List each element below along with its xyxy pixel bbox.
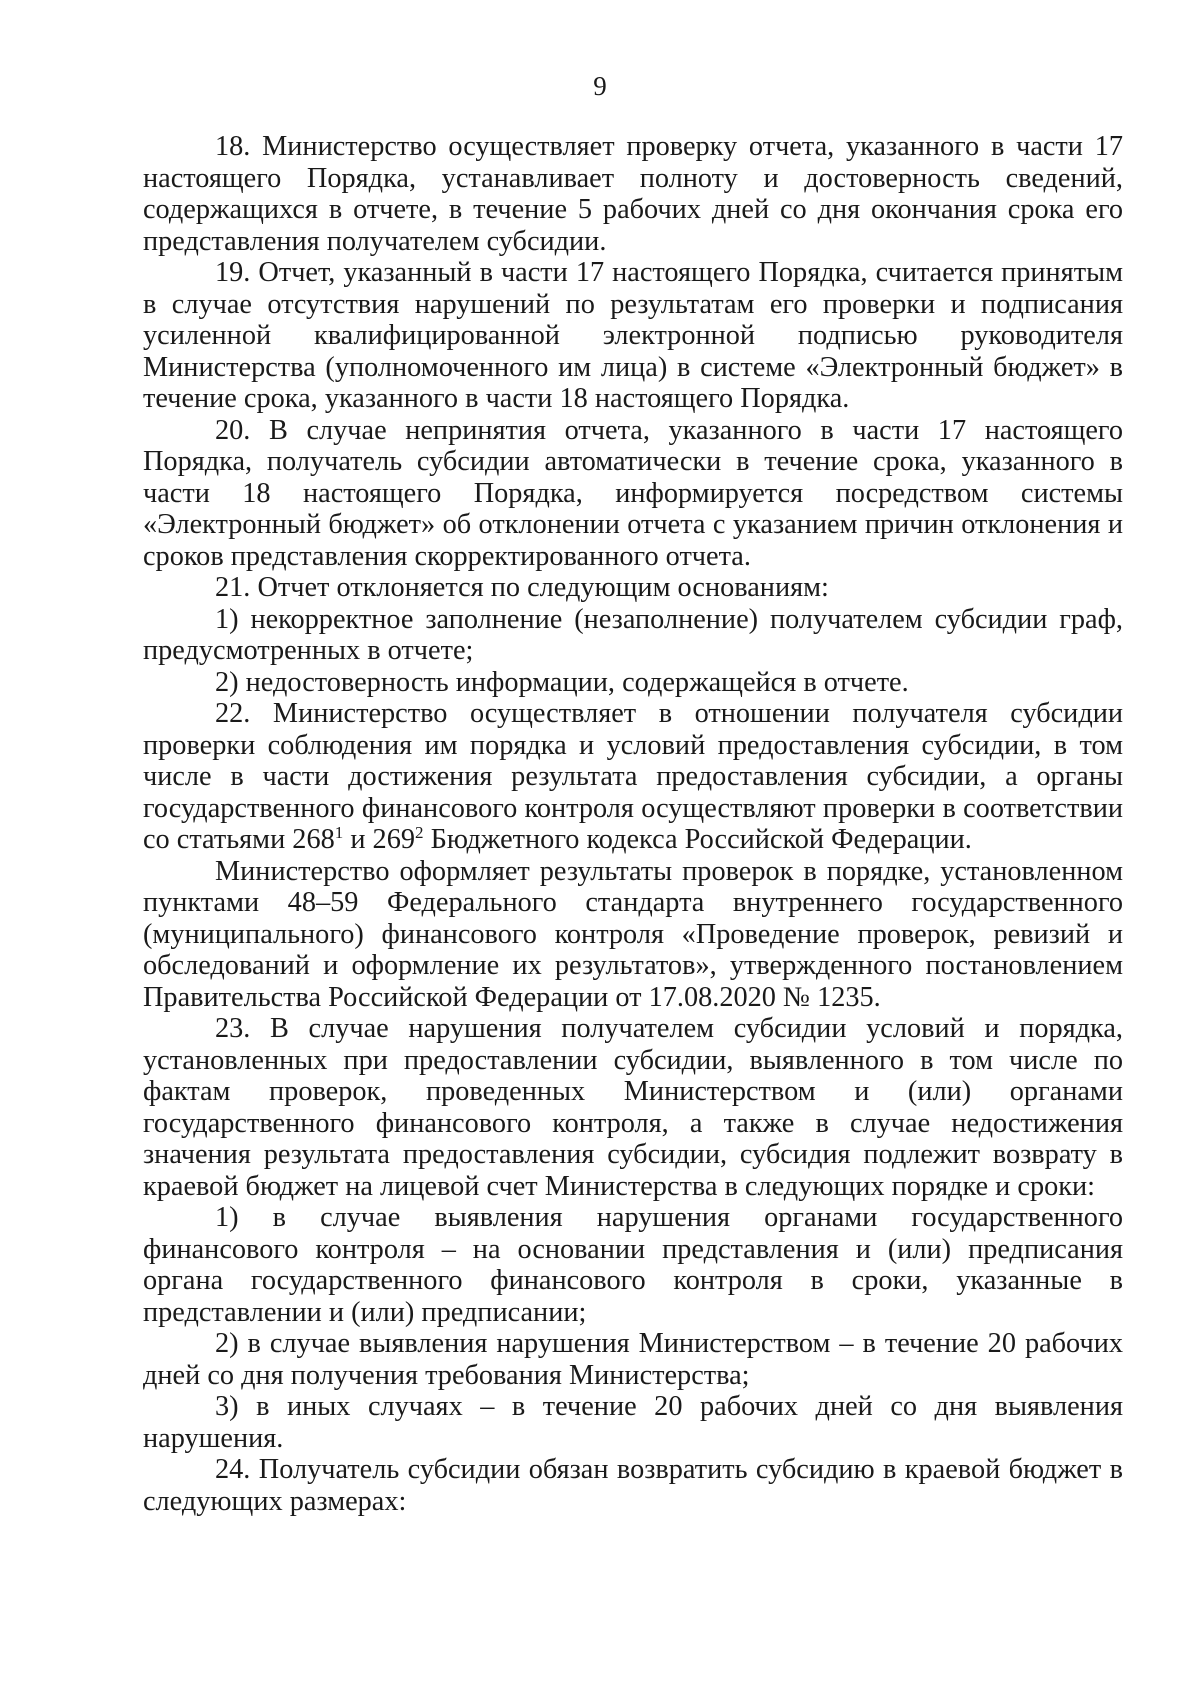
- paragraph-23: 23. В случае нарушения получателем субсидии условий и порядка, установленных при предоставлении субсидии, выявленного в том числе по фактам проверок, проведенных Министерством и (или) органами государственного финансового контроля, а также в случае недостижения значения результата предоставления субсидии, субсидия подлежит возврату в краевой бюджет на лицевой счет Министерства в следующих порядке и сроки:: [143, 1013, 1123, 1202]
- paragraph-22-ending: со статьями $268^1$ и $269^2$ Бюджетного кодекса Российской Федерации.: [143, 823, 972, 855]
- paragraph-21: 21. Отчет отклоняется по следующим основаниям:: [215, 572, 829, 603]
- paragraph-23-item-3: 3) в иных случаях – в течение 20 рабочих дней со дня выявления нарушения.: [143, 1391, 1123, 1454]
- paragraph-18: 18. Министерство осуществляет проверку отчета, указанного в части 17 настоящего Порядка, устанавливает полноту и достоверность сведений, содержащихся в отчете, в течение 5 рабочих дней со дня окончания срока его представления получателем субсидии.: [143, 131, 1123, 257]
- superscript-2: 2: [415, 823, 424, 842]
- paragraph-23-item-2: 2) в случае выявления нарушения Министерством – в течение 20 рабочих дней со дня получения требования Министерства;: [143, 1328, 1123, 1391]
- paragraph-22: [143, 698, 1123, 856]
- superscript-1: 1: [334, 823, 344, 842]
- page-number: 9: [593, 71, 607, 101]
- paragraph-23-item-1: 1) в случае выявления нарушения органами государственного финансового контроля – на основании представления и (или) предписания органа государственного финансового контроля в сроки, указанные в представлении и (или) предписании;: [143, 1202, 1123, 1328]
- paragraph-22-continuation: Министерство оформляет результаты проверок в порядке, установленном пунктами 48–59 Федерального стандарта внутреннего государственного (муниципального) финансового контроля «Проведение проверок, ревизий и обследований и оформление их результатов», утвержденного постановлением Правительства Российской Федерации от 17.08.2020 № 1235.: [143, 855, 1123, 1013]
- paragraph-22-text: 22. Министерство осуществляет в отношении получателя субсидии проверки соблюдения им порядка и условий предоставления субсидии, в том числе в части достижения результата предоставления субсидии, а органы государственного финансового контроля осуществляют проверки в соответствии: [143, 698, 1123, 824]
- paragraph-21-item-2: 2) недостоверность информации, содержащейся в отчете.: [215, 666, 909, 698]
- paragraph-21-item-1: 1) некорректное заполнение (незаполнение) получателем субсидии граф, предусмотренных в отчете;: [143, 603, 1123, 666]
- paragraph-20: 20. В случае непринятия отчета, указанного в части 17 настоящего Порядка, получатель субсидии автоматически в течение срока, указанного в части 18 настоящего Порядка, информируется посредством системы «Электронный бюджет» об отклонении отчета с указанием причин отклонения и сроков представления скорректированного отчета.: [143, 414, 1123, 572]
- paragraph-24: 24. Получатель субсидии обязан возвратить субсидию в краевой бюджет в следующих размерах:: [143, 1454, 1123, 1517]
- document-body: [143, 131, 1123, 1517]
- paragraph-19: 19. Отчет, указанный в части 17 настоящего Порядка, считается принятым в случае отсутствия нарушений по результатам его проверки и подписания усиленной квалифицированной электронной подписью руководителя Министерства (уполномоченного им лица) в системе «Электронный бюджет» в течение срока, указанного в части 18 настоящего Порядка.: [143, 257, 1123, 414]
